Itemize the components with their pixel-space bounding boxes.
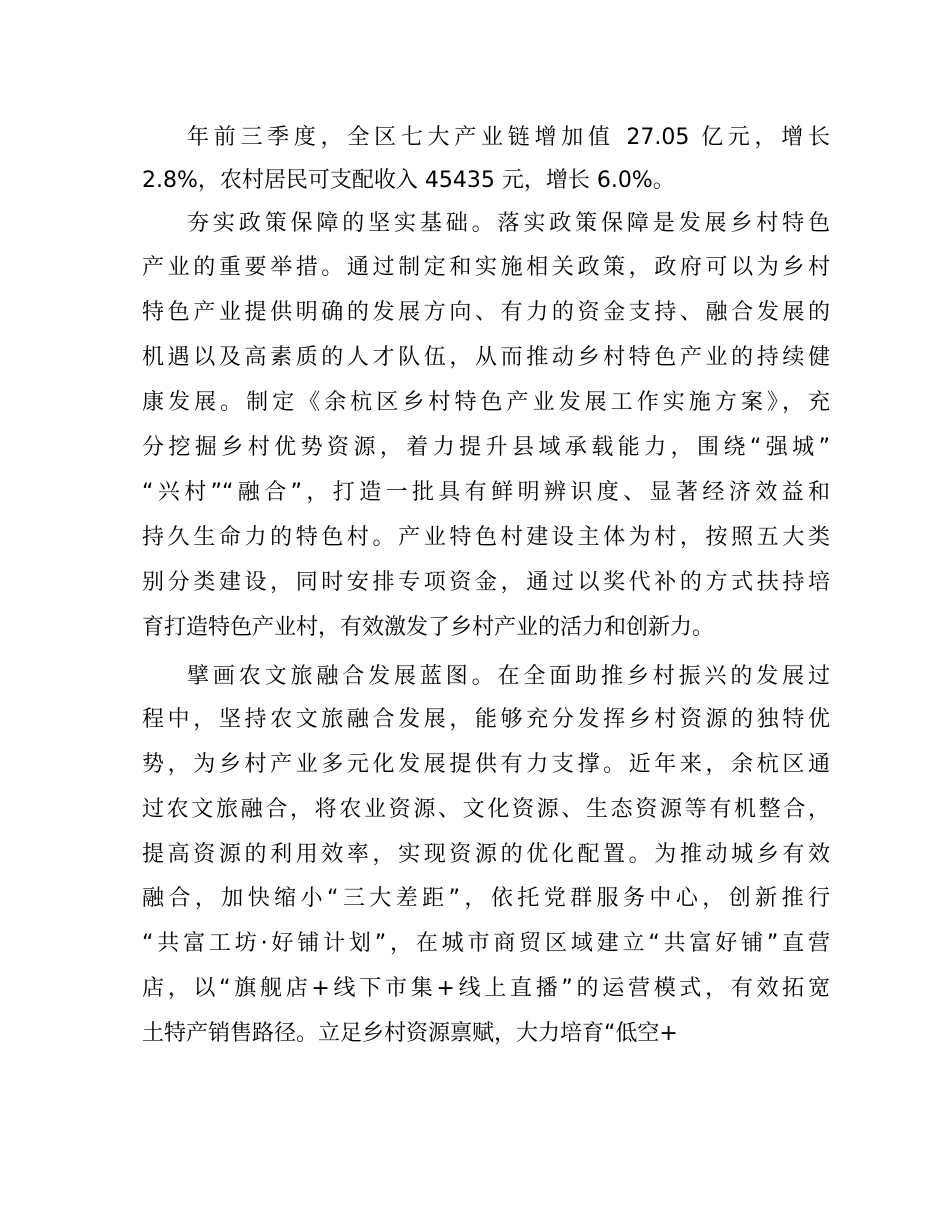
- text-line: 特色产业提供明确的发展方向、有力的资金支持、融合发展的: [142, 300, 830, 325]
- text-line: 育打造特色产业村，有效激发了乡村产业的活力和创新力。: [142, 615, 715, 640]
- text-line: 土特产销售路径。立足乡村资源禀赋，大力培育“低空+: [142, 1021, 678, 1046]
- text-line: 擘画农文旅融合发展蓝图。在全面助推乡村振兴的发展过: [187, 664, 830, 689]
- text-line: 年前三季度，全区七大产业链增加值 27.05 亿元，增长: [187, 125, 830, 150]
- text-line: 过农文旅融合，将农业资源、文化资源、生态资源等有机整合，: [142, 797, 830, 822]
- text-line: 夯实政策保障的坚实基础。落实政策保障是发展乡村特色: [187, 211, 830, 236]
- text-line: “兴村”“融合”，打造一批具有鲜明辨识度、显著经济效益和: [142, 480, 830, 505]
- text-line: 2.8%，农村居民可支配收入 45435 元，增长 6.0%。: [142, 168, 675, 193]
- text-line: 产业的重要举措。通过制定和实施相关政策，政府可以为乡村: [142, 255, 830, 280]
- text-line: 店，以“旗舰店+线下市集+线上直播”的运营模式，有效拓宽: [142, 976, 830, 1001]
- text-line: 程中，坚持农文旅融合发展，能够充分发挥乡村资源的独特优: [142, 707, 830, 732]
- text-line: 康发展。制定《余杭区乡村特色产业发展工作实施方案》，充: [142, 390, 830, 415]
- text-line: 持久生命力的特色村。产业特色村建设主体为村，按照五大类: [142, 525, 830, 550]
- text-line: 提高资源的利用效率，实现资源的优化配置。为推动城乡有效: [142, 842, 830, 867]
- text-line: 机遇以及高素质的人才队伍，从而推动乡村特色产业的持续健: [142, 345, 830, 370]
- text-line: 势，为乡村产业多元化发展提供有力支撑。近年来，余杭区通: [142, 752, 830, 777]
- text-line: 融合，加快缩小“三大差距”，依托党群服务中心，创新推行: [142, 886, 830, 911]
- text-line: “共富工坊·好铺计划”，在城市商贸区域建立“共富好铺”直营: [142, 931, 830, 956]
- text-line: 别分类建设，同时安排专项资金，通过以奖代补的方式扶持培: [142, 570, 830, 595]
- text-line: 分挖掘乡村优势资源，着力提升县域承载能力，围绕“强城”: [142, 435, 830, 460]
